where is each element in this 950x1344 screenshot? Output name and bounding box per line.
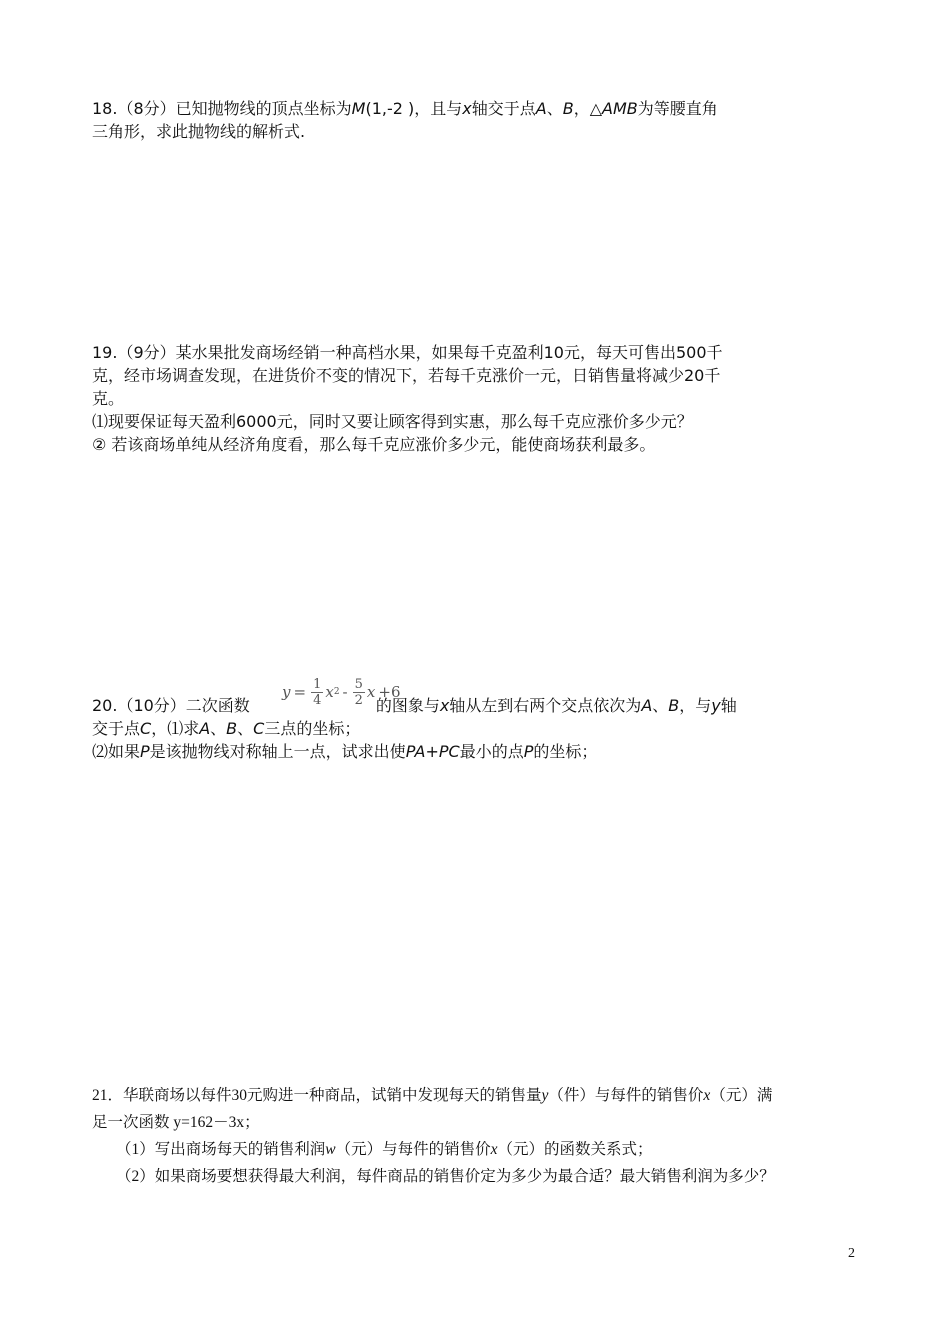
q21-line-1 — [92, 1082, 862, 1109]
formula-minus: - — [342, 683, 348, 701]
text: 为等腰直角 — [637, 99, 718, 118]
page-number: 2 — [848, 1246, 855, 1261]
frac-den: 2 — [354, 692, 363, 708]
q18-line-1 — [92, 97, 862, 120]
text: ，⑴求 — [151, 719, 200, 738]
q21-line-2: 足一次函数 y=162－3x； — [92, 1114, 260, 1131]
q19-line-2: 克，经市场调查发现，在进货价不变的情况下，若每千克涨价一元，日销售量将减少20千 — [92, 366, 721, 385]
text: 的图象与 — [375, 696, 440, 715]
text: 、 — [210, 719, 227, 738]
text: 21．华联商场以每件30元购进一种商品，试销中发现每天的销售量 — [92, 1087, 542, 1104]
var-p: P — [140, 742, 150, 761]
text: 、 — [237, 719, 254, 738]
question-19 — [92, 341, 862, 456]
text: 是该抛物线对称轴上一点，试求出使 — [149, 742, 406, 761]
formula-exponent: 2 — [333, 687, 340, 697]
var-c: C — [253, 719, 265, 738]
formula-y: y — [282, 683, 291, 701]
question-20 — [92, 694, 862, 763]
text: ，与 — [679, 696, 712, 715]
var-a: A — [199, 719, 211, 738]
var-x: x — [462, 99, 472, 118]
formula-x: x — [366, 683, 376, 701]
text: 轴 — [720, 696, 737, 715]
var-x: x — [490, 1141, 498, 1158]
var-x: x — [703, 1087, 711, 1104]
var-b: B — [668, 696, 680, 715]
formula-plus-six: +6 — [378, 683, 401, 701]
q20-line-2 — [92, 717, 862, 740]
var-amb: AMB — [602, 99, 638, 118]
text: （元）满 — [710, 1087, 773, 1104]
var-m: M — [351, 99, 366, 118]
text: 18.（8分）已知抛物线的顶点坐标为 — [92, 99, 352, 118]
text: （1）写出商场每天的销售利润 — [116, 1141, 326, 1158]
formula-x: x — [325, 683, 334, 701]
text: ⑵如果 — [92, 742, 141, 761]
var-b: B — [226, 719, 238, 738]
question-21 — [92, 1082, 862, 1190]
var-a: A — [641, 696, 653, 715]
q18-line-2: 三角形，求此抛物线的解析式. — [92, 122, 306, 141]
text: （元）的函数关系式； — [497, 1141, 653, 1158]
q20-line-3 — [92, 740, 862, 763]
text: 轴交于点 — [471, 99, 536, 118]
var-y: y — [711, 696, 721, 715]
question-18 — [92, 97, 862, 143]
text: 、 — [652, 696, 669, 715]
text: 、 — [546, 99, 563, 118]
var-a: A — [535, 99, 547, 118]
q21-line-3 — [92, 1136, 862, 1163]
text: 的坐标； — [533, 742, 598, 761]
var-w: w — [325, 1141, 336, 1158]
text: 最小的点 — [459, 742, 524, 761]
q19-line-3: 克。 — [92, 389, 125, 408]
text: 轴从左到右两个交点依次为 — [449, 696, 642, 715]
var-y: y — [541, 1087, 549, 1104]
var-c: C — [140, 719, 152, 738]
frac-num: 1 — [313, 676, 322, 692]
text: 交于点 — [92, 719, 141, 738]
q21-line-4: （2）如果商场要想获得最大利润，每件商品的销售价定为多少为最合适？最大销售利润为多少？ — [116, 1168, 775, 1185]
text: (1,-2 )，且与 — [365, 99, 463, 118]
var-x: x — [439, 696, 450, 715]
text: 20.（10分）二次函数 — [92, 696, 250, 715]
q19-line-4: ⑴现要保证每天盈利6000元，同时又要让顾客得到实惠，那么每千克应涨价多少元？ — [92, 412, 693, 431]
var-pa-pc: PA+PC — [405, 742, 460, 761]
text: （元）与每件的销售价 — [335, 1141, 491, 1158]
text: ，△ — [573, 99, 602, 118]
var-p: P — [523, 742, 534, 761]
text: （件）与每件的销售价 — [548, 1087, 704, 1104]
frac-den: 4 — [313, 692, 322, 708]
frac-num: 5 — [354, 676, 363, 692]
var-b: B — [562, 99, 574, 118]
q19-line-1: 19.（9分）某水果批发商场经销一种高档水果，如果每千克盈利10元，每天可售出500千 — [92, 343, 723, 362]
formula-equals: = — [293, 683, 307, 701]
q19-line-5: ② 若该商场单纯从经济角度看，那么每千克应涨价多少元，能使商场获利最多。 — [92, 435, 656, 454]
q20-line-1 — [92, 694, 862, 717]
text: 三点的坐标； — [264, 719, 361, 738]
